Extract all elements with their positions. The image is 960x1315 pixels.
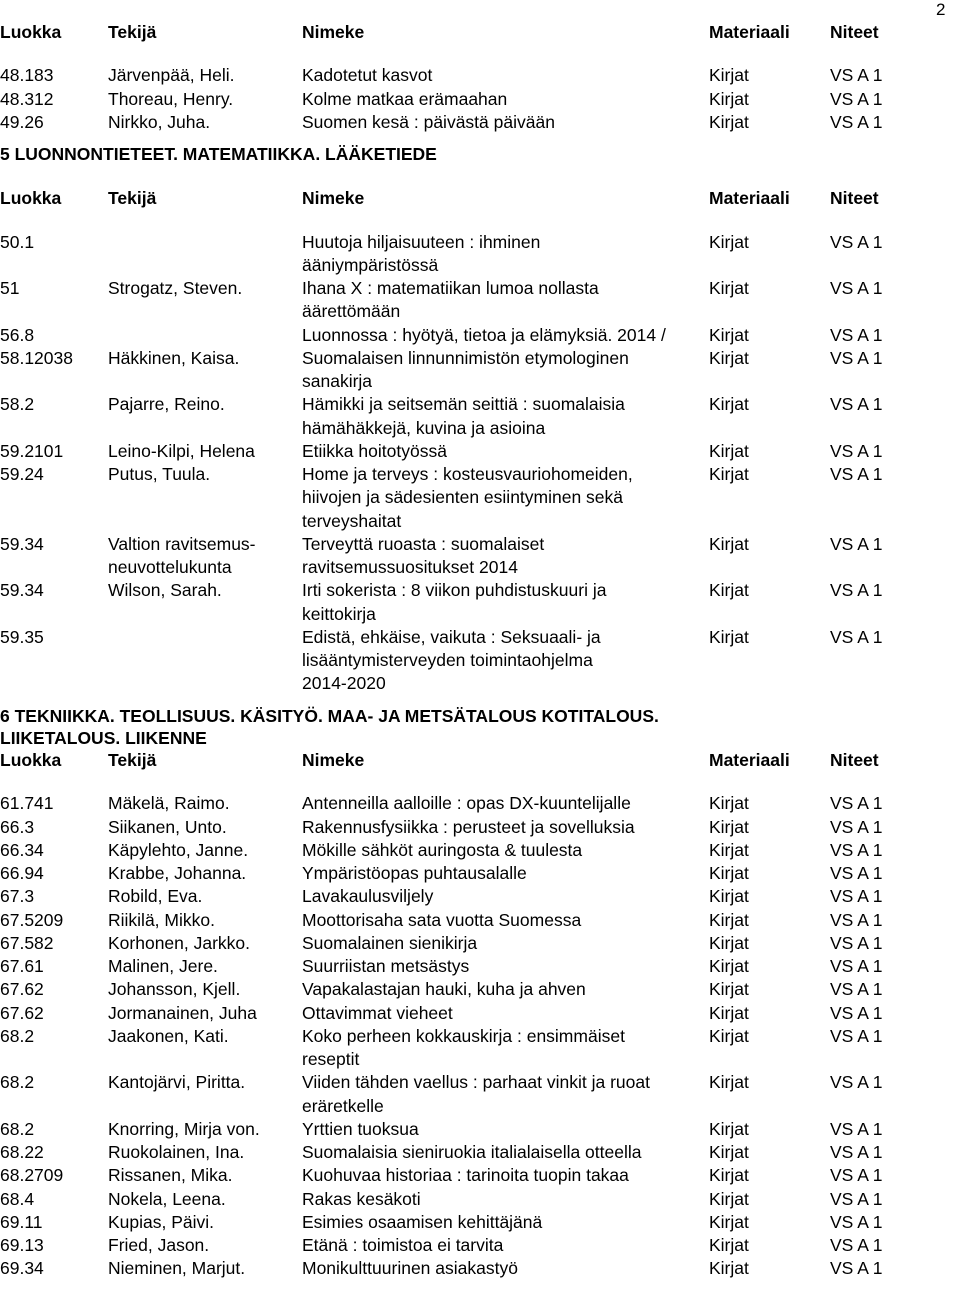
tekija-cell: Leino-Kilpi, Helena [108,440,255,461]
nimeke-cell: Viiden tähden vaellus : parhaat vinkit ja ruoat [302,1072,650,1093]
materiaali-cell: Kirjat [709,278,749,298]
table-row [0,111,960,134]
nimeke-cell: Lavakaulusviljely [302,886,434,907]
materiaali-cell: Kirjat [709,394,749,415]
nimeke-cell: Kadotetut kasvot [302,65,433,86]
column-header-niteet: Niteet [830,750,879,770]
table-row [0,1118,960,1141]
nimeke-cell: Moottorisaha sata vuotta Suomessa [302,909,582,930]
tekija-cell: Jormanainen, Juha [108,1002,257,1023]
table-row [0,1164,960,1187]
niteet-cell: VS A 1 [830,533,883,554]
materiaali-cell: Kirjat [709,533,749,554]
niteet-cell: VS A 1 [830,793,883,814]
luokka-cell: 48.312 [0,88,54,109]
niteet-cell: VS A 1 [830,464,883,484]
tekija-cell: Kantojärvi, Piritta. [108,1072,246,1093]
nimeke-cell: Etänä : toimistoa ei tarvita [302,1235,504,1255]
nimeke-cell: ääniympäristössä [302,254,439,275]
column-header-nimeke: Nimeke [302,22,365,42]
niteet-cell: VS A 1 [830,88,883,109]
nimeke-cell: Ihana X : matematiikan lumoa nollasta [302,278,599,298]
luokka-cell: 59.2101 [0,440,64,461]
materiaali-cell: Kirjat [709,1142,749,1162]
table-row [0,440,960,463]
niteet-cell: VS A 1 [830,580,883,601]
luokka-cell: 69.13 [0,1235,44,1255]
column-header-luokka: Luokka [0,22,62,42]
materiaali-cell: Kirjat [709,956,749,976]
luokka-cell: 69.11 [0,1211,43,1232]
luokka-cell: 59.34 [0,533,44,554]
table-row [0,626,960,696]
niteet-cell: VS A 1 [830,839,883,860]
luokka-cell: 59.34 [0,580,44,601]
luokka-cell: 50.1 [0,231,35,252]
materiaali-cell: Kirjat [709,1258,749,1279]
niteet-cell: VS A 1 [830,347,883,368]
tekija-cell: Riikilä, Mikko. [108,909,215,930]
nimeke-cell: Monikulttuurinen asiakastyö [302,1258,518,1279]
luokka-cell: 58.12038 [0,347,73,368]
table-row [0,792,960,815]
tekija-cell: Mäkelä, Raimo. [108,793,230,814]
nimeke-cell: Mökille sähköt auringosta & tuulesta [302,839,583,860]
luokka-cell: 68.2 [0,1072,35,1093]
niteet-cell: VS A 1 [830,1188,883,1209]
table-row [0,277,960,324]
materiaali-cell: Kirjat [709,1002,749,1023]
nimeke-cell: Koko perheen kokkauskirja : ensimmäiset [302,1025,625,1046]
tekija-cell: Jaakonen, Kati. [108,1025,229,1046]
tekija-cell: Korhonen, Jarkko. [108,932,251,953]
materiaali-cell: Kirjat [709,231,749,252]
luokka-cell: 67.5209 [0,909,64,930]
column-header-materiaali: Materiaali [709,750,790,770]
luokka-cell: 66.34 [0,839,44,860]
luokka-cell: 58.2 [0,394,35,415]
tekija-cell: neuvottelukunta [108,557,232,577]
tekija-cell: Käpylehto, Janne. [108,839,249,860]
nimeke-cell: Rakennusfysiikka : perusteet ja sovelluksia [302,816,635,837]
nimeke-cell: Kolme matkaa erämaahan [302,88,508,109]
niteet-cell: VS A 1 [830,863,883,883]
nimeke-cell: reseptit [302,1049,360,1069]
tekija-cell: Putus, Tuula. [108,464,211,484]
niteet-cell: VS A 1 [830,956,883,976]
nimeke-cell: 2014-2020 [302,673,386,694]
niteet-cell: VS A 1 [830,231,883,252]
materiaali-cell: Kirjat [709,324,749,345]
niteet-cell: VS A 1 [830,886,883,907]
luokka-cell: 66.94 [0,863,44,883]
column-header-tekija: Tekijä [108,188,157,209]
nimeke-cell: Suomalainen sienikirja [302,932,478,953]
niteet-cell: VS A 1 [830,65,883,86]
nimeke-cell: Luonnossa : hyötyä, tietoa ja elämyksiä. 2014 / [302,324,666,345]
nimeke-cell: ravitsemussuositukset 2014 [302,557,518,577]
luokka-cell: 67.61 [0,956,44,976]
materiaali-cell: Kirjat [709,886,749,907]
table-row [0,1188,960,1211]
materiaali-cell: Kirjat [709,88,749,109]
materiaali-cell: Kirjat [709,1235,749,1255]
table-row [0,1002,960,1025]
niteet-cell: VS A 1 [830,1002,883,1023]
luokka-cell: 67.582 [0,932,54,953]
table-row [0,932,960,955]
materiaali-cell: Kirjat [709,793,749,814]
nimeke-cell: Suurriistan metsästys [302,956,470,976]
niteet-cell: VS A 1 [830,324,883,345]
materiaali-cell: Kirjat [709,1025,749,1046]
tekija-cell: Ruokolainen, Ina. [108,1142,245,1162]
table-row [0,1141,960,1164]
luokka-cell: 59.24 [0,464,44,484]
niteet-cell: VS A 1 [830,1211,883,1232]
nimeke-cell: Etiikka hoitotyössä [302,440,447,461]
tekija-cell: Krabbe, Johanna. [108,863,247,883]
nimeke-cell: Home ja terveys : kosteusvauriohomeiden, [302,464,633,484]
tekija-cell: Strogatz, Steven. [108,278,243,298]
tekija-cell: Siikanen, Unto. [108,816,227,837]
tekija-cell: Rissanen, Mika. [108,1165,233,1186]
tekija-cell: Malinen, Jere. [108,956,218,976]
luokka-cell: 68.2 [0,1025,35,1046]
niteet-cell: VS A 1 [830,626,883,647]
tekija-cell: Nokela, Leena. [108,1188,226,1209]
luokka-cell: 61.741 [0,793,54,814]
nimeke-cell: Huutoja hiljaisuuteen : ihminen [302,231,541,252]
table-row [0,885,960,908]
luokka-cell: 59.35 [0,626,44,647]
table-row [0,1234,960,1257]
materiaali-cell: Kirjat [709,979,749,1000]
tekija-cell: Wilson, Sarah. [108,580,222,601]
nimeke-cell: Vapakalastajan hauki, kuha ja ahven [302,979,586,1000]
luokka-cell: 68.2709 [0,1165,64,1186]
nimeke-cell: keittokirja [302,603,376,624]
table-row [0,1211,960,1234]
nimeke-cell: Ottavimmat vieheet [302,1002,453,1023]
materiaali-cell: Kirjat [709,626,749,647]
niteet-cell: VS A 1 [830,1165,883,1186]
table-row [0,978,960,1001]
nimeke-cell: äärettömään [302,301,401,322]
section-title: 5 LUONNONTIETEET. MATEMATIIKKA. LÄÄKETIEDE [0,144,437,164]
table-row [0,64,960,87]
luokka-cell: 67.62 [0,1002,44,1023]
nimeke-cell: eräretkelle [302,1095,384,1116]
table-row [0,955,960,978]
luokka-cell: 49.26 [0,111,44,132]
luokka-cell: 48.183 [0,65,54,86]
tekija-cell: Järvenpää, Heli. [108,65,235,86]
niteet-cell: VS A 1 [830,816,883,837]
niteet-cell: VS A 1 [830,909,883,930]
materiaali-cell: Kirjat [709,1165,749,1186]
niteet-cell: VS A 1 [830,440,883,461]
materiaali-cell: Kirjat [709,932,749,953]
tekija-cell: Kupias, Päivi. [108,1211,215,1232]
niteet-cell: VS A 1 [830,1142,883,1162]
nimeke-cell: Antenneilla aalloille : opas DX-kuuntelijalle [302,793,631,814]
luokka-cell: 68.2 [0,1118,35,1139]
table-row [0,231,960,278]
table-row [0,1071,960,1118]
nimeke-cell: Kuohuvaa historiaa : tarinoita tuopin takaa [302,1165,629,1186]
nimeke-cell: Esimies osaamisen kehittäjänä [302,1211,543,1232]
nimeke-cell: Irti sokerista : 8 viikon puhdistuskuuri ja [302,580,607,601]
page-number: 2 [936,0,946,19]
niteet-cell: VS A 1 [830,1258,883,1279]
luokka-cell: 51 [0,278,20,298]
materiaali-cell: Kirjat [709,347,749,368]
nimeke-cell: Hämikki ja seitsemän seittiä : suomalaisia [302,394,625,415]
niteet-cell: VS A 1 [830,1118,883,1139]
luokka-cell: 67.62 [0,979,44,1000]
nimeke-cell: Suomen kesä : päivästä päivään [302,111,555,132]
materiaali-cell: Kirjat [709,1211,749,1232]
table-row [0,1257,960,1280]
table-row [0,533,960,580]
materiaali-cell: Kirjat [709,65,749,86]
niteet-cell: VS A 1 [830,278,883,298]
nimeke-cell: sanakirja [302,371,373,391]
materiaali-cell: Kirjat [709,440,749,461]
niteet-cell: VS A 1 [830,394,883,415]
nimeke-cell: Ympäristöopas puhtausalalle [302,863,527,883]
nimeke-cell: hiivojen ja sädesienten esiintyminen sekä [302,487,624,508]
niteet-cell: VS A 1 [830,932,883,953]
tekija-cell: Pajarre, Reino. [108,394,225,415]
materiaali-cell: Kirjat [709,580,749,601]
column-header-niteet: Niteet [830,22,879,42]
niteet-cell: VS A 1 [830,1025,883,1046]
luokka-cell: 68.4 [0,1188,35,1209]
niteet-cell: VS A 1 [830,979,883,1000]
table-row [0,579,960,626]
table-row [0,393,960,440]
niteet-cell: VS A 1 [830,1235,883,1255]
luokka-cell: 56.8 [0,324,35,345]
column-header-nimeke: Nimeke [302,188,365,209]
materiaali-cell: Kirjat [709,464,749,484]
column-header-luokka: Luokka [0,750,62,770]
nimeke-cell: Edistä, ehkäise, vaikuta : Seksuaali- ja [302,626,601,647]
luokka-cell: 69.34 [0,1258,44,1279]
nimeke-cell: Yrttien tuoksua [302,1118,419,1139]
tekija-cell: Häkkinen, Kaisa. [108,347,240,368]
table-row [0,816,960,839]
table-row [0,463,960,533]
column-header-niteet: Niteet [830,188,879,209]
nimeke-cell: Suomalaisia sieniruokia italialaisella otteella [302,1142,642,1162]
nimeke-cell: Rakas kesäkoti [302,1188,421,1209]
column-header-nimeke: Nimeke [302,750,365,770]
section-title: 6 TEKNIIKKA. TEOLLISUUS. KÄSITYÖ. MAA- JA METSÄTALOUS KOTITALOUS. [0,705,659,726]
column-header-materiaali: Materiaali [709,188,790,209]
column-header-tekija: Tekijä [108,750,157,770]
table-row [0,909,960,932]
nimeke-cell: Terveyttä ruoasta : suomalaiset [302,533,545,554]
materiaali-cell: Kirjat [709,1072,749,1093]
table-row [0,324,960,347]
luokka-cell: 67.3 [0,886,35,907]
materiaali-cell: Kirjat [709,1118,749,1139]
tekija-cell: Robild, Eva. [108,886,203,907]
tekija-cell: Nirkko, Juha. [108,111,211,132]
column-header-tekija: Tekijä [108,22,157,42]
materiaali-cell: Kirjat [709,111,749,132]
materiaali-cell: Kirjat [709,909,749,930]
luokka-cell: 66.3 [0,816,35,837]
materiaali-cell: Kirjat [709,816,749,837]
niteet-cell: VS A 1 [830,1072,883,1093]
materiaali-cell: Kirjat [709,1188,749,1209]
materiaali-cell: Kirjat [709,863,749,883]
table-row [0,862,960,885]
nimeke-cell: terveyshaitat [302,510,402,531]
nimeke-cell: hämähäkkejä, kuvina ja asioina [302,417,546,438]
table-row [0,88,960,111]
nimeke-cell: lisääntymisterveyden toimintaohjelma [302,650,593,670]
table-row [0,839,960,862]
tekija-cell: Johansson, Kjell. [108,979,241,1000]
tekija-cell: Valtion ravitsemus- [108,533,256,554]
column-header-materiaali: Materiaali [709,22,790,42]
nimeke-cell: Suomalaisen linnunnimistön etymologinen [302,347,629,368]
tekija-cell: Nieminen, Marjut. [108,1258,246,1279]
luokka-cell: 68.22 [0,1142,44,1162]
tekija-cell: Thoreau, Henry. [108,88,234,109]
materiaali-cell: Kirjat [709,839,749,860]
tekija-cell: Fried, Jason. [108,1235,210,1255]
section-title: LIIKETALOUS. LIIKENNE [0,727,207,748]
niteet-cell: VS A 1 [830,111,883,132]
table-row [0,1025,960,1072]
tekija-cell: Knorring, Mirja von. [108,1118,260,1139]
table-row [0,347,960,394]
column-header-luokka: Luokka [0,188,62,209]
